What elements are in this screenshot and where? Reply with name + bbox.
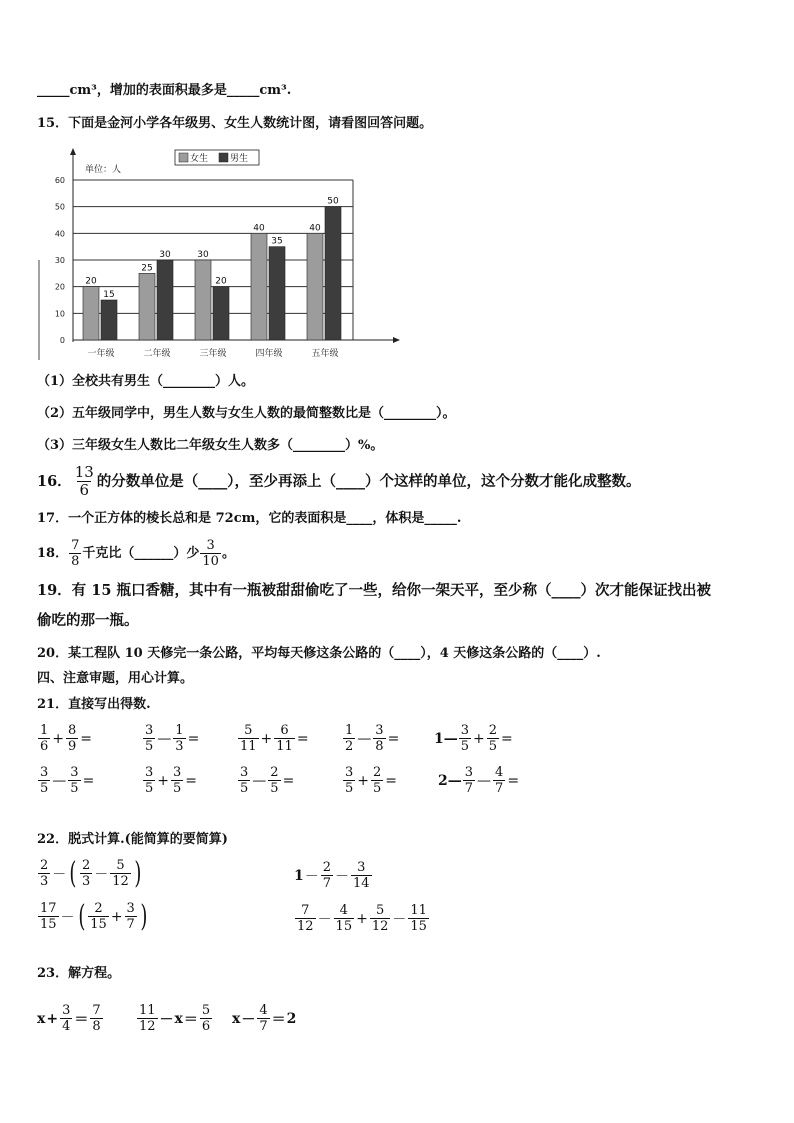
x-tick-label: 一年级	[87, 349, 115, 359]
q14-text: ，增加的表面积最多是	[96, 83, 227, 98]
numerator: 2	[94, 901, 103, 916]
q18-d2: 10	[202, 554, 219, 569]
chart-legend	[175, 150, 259, 165]
fraction	[343, 723, 355, 754]
operator: －	[317, 911, 332, 928]
whole-part: 1—	[434, 730, 458, 747]
bar	[269, 247, 285, 340]
left-paren: (	[69, 855, 77, 891]
fraction	[143, 723, 155, 754]
denominator: 11	[240, 739, 257, 754]
denominator: 7	[322, 876, 332, 891]
denominator: 5	[173, 781, 182, 796]
fraction	[493, 765, 505, 796]
q18-line	[37, 538, 235, 569]
operator: —	[157, 730, 172, 747]
bar	[195, 260, 211, 340]
denominator: 5	[40, 781, 49, 796]
fraction	[238, 723, 259, 754]
q22-expression	[37, 898, 150, 934]
q18-mid: 千克比（______）少	[82, 545, 200, 561]
numerator: 4	[259, 1003, 268, 1018]
denominator: 3	[175, 739, 184, 754]
numerator: 3	[126, 901, 135, 916]
fraction	[38, 765, 50, 796]
y-tick-label: 60	[54, 176, 65, 185]
y-tick-label: 10	[54, 309, 65, 319]
y-tick-label: 40	[54, 229, 65, 239]
numerator: 11	[410, 903, 427, 918]
y-tick-label: 30	[54, 256, 65, 265]
numerator: 3	[460, 723, 470, 738]
equals-sign: ＝	[183, 1011, 198, 1028]
fraction	[125, 901, 137, 932]
equals-sign: =	[385, 772, 398, 789]
denominator: 12	[371, 919, 389, 934]
legend-swatch	[179, 153, 188, 162]
denominator: 11	[276, 739, 293, 754]
q14-unit1: cm³	[69, 83, 97, 98]
numerator: 3	[40, 765, 49, 780]
operator: －	[335, 868, 350, 885]
q21-expression	[434, 723, 514, 754]
bar	[213, 287, 229, 340]
equals-sign: =	[82, 772, 95, 789]
fraction	[38, 723, 50, 754]
x-axis-arrow	[393, 337, 400, 343]
denominator: 8	[92, 1019, 101, 1034]
fraction	[66, 723, 78, 754]
denominator: 7	[495, 781, 504, 796]
q15-title: 15．下面是金河小学各年级男、女生人数统计图，请看图回答问题。	[37, 116, 433, 131]
q14-end: .	[286, 83, 292, 98]
q15-sub2: （2）五年级同学中，男生人数与女生人数的最简整数比是（________）。	[37, 406, 456, 421]
q21-expression	[37, 765, 95, 796]
unit-label: 单位：人	[85, 165, 122, 175]
q14-blank2[interactable]: _____	[226, 83, 260, 98]
right-paren: )	[140, 898, 148, 934]
q16-numerator: 13	[74, 463, 94, 481]
equals-sign: =	[296, 730, 309, 747]
numerator: 3	[62, 1003, 71, 1018]
numerator: 3	[240, 765, 249, 780]
fraction	[173, 723, 185, 754]
fraction	[274, 723, 295, 754]
q14-blank1[interactable]: _____	[37, 83, 70, 98]
fraction	[268, 765, 280, 796]
q21-expression	[438, 765, 520, 796]
numerator: 3	[464, 765, 474, 780]
numerator: 5	[201, 1003, 211, 1018]
q18-n1: 7	[71, 538, 80, 553]
operator: +	[356, 910, 368, 927]
legend-label: 男生	[230, 154, 249, 164]
operator: —	[357, 730, 372, 747]
q22-expression	[37, 855, 144, 891]
fraction	[90, 1003, 102, 1034]
data-label: 30	[159, 250, 171, 260]
equals-sign: ＝	[271, 1011, 286, 1028]
fraction	[80, 858, 92, 889]
fraction	[373, 723, 385, 754]
numerator: 2	[488, 723, 498, 738]
data-label: 30	[197, 250, 209, 260]
fraction	[370, 903, 391, 934]
operator: －	[241, 1011, 256, 1028]
operator: －	[159, 1011, 174, 1028]
numerator: 11	[139, 1003, 156, 1018]
operator: +	[110, 908, 123, 925]
equals-sign: =	[507, 772, 520, 789]
denominator: 8	[375, 739, 384, 754]
fraction	[257, 1003, 269, 1034]
numerator: 2	[40, 858, 49, 873]
q16-fraction	[73, 464, 96, 499]
numerator: 1	[175, 723, 184, 738]
fraction	[68, 765, 80, 796]
denominator: 3	[40, 874, 49, 889]
fraction	[408, 903, 429, 934]
operator: －	[304, 868, 319, 885]
q14-tail-line	[37, 82, 291, 100]
denominator: 12	[112, 874, 129, 889]
denominator: 5	[345, 781, 354, 796]
numerator: 5	[116, 858, 125, 873]
fraction	[38, 858, 50, 889]
numerator: 1	[345, 723, 354, 738]
operator: +	[473, 730, 485, 747]
denominator: 7	[259, 1019, 268, 1034]
q18-d1: 8	[71, 554, 80, 569]
denominator: 5	[488, 739, 498, 754]
denominator: 12	[297, 919, 314, 934]
x-tick-label: 五年级	[311, 349, 339, 359]
operator: －	[392, 911, 407, 928]
numerator: 2	[82, 858, 91, 873]
denominator: 2	[345, 739, 354, 754]
fraction	[171, 765, 183, 796]
q23-equation	[136, 1003, 213, 1034]
denominator: 3	[82, 874, 91, 889]
operator: +	[357, 772, 370, 789]
operator: —	[477, 772, 492, 789]
data-label: 40	[253, 223, 265, 234]
fraction	[60, 1003, 72, 1034]
data-label: 50	[327, 196, 339, 207]
numerator: 4	[495, 765, 504, 780]
bar-chart	[37, 145, 407, 363]
operator: —	[252, 772, 267, 789]
fraction	[371, 765, 383, 796]
variable: x	[232, 1010, 241, 1027]
operator: +	[52, 730, 65, 747]
q18-n2: 3	[206, 538, 215, 553]
numerator: 8	[68, 723, 77, 738]
q17-line: 17．一个正方体的棱长总和是 72cm，它的表面积是____，体积是_____.	[37, 511, 462, 526]
chart-bars	[83, 207, 341, 340]
denominator: 5	[70, 781, 79, 796]
q15-sub3: （3）三年级女生人数比二年级女生人数多（________）%。	[37, 438, 384, 453]
numerator: 3	[357, 860, 366, 875]
numerator: 3	[375, 723, 384, 738]
q22-title: 22．脱式计算.(能简算的要简算)	[37, 832, 228, 847]
denominator: 12	[139, 1019, 156, 1034]
whole-part: 1	[294, 867, 304, 884]
fraction	[238, 765, 250, 796]
y-tick-label: 0	[59, 336, 65, 345]
numerator: 3	[345, 765, 354, 780]
y-tick-label: 20	[54, 282, 65, 292]
q16-denominator: 6	[79, 481, 89, 499]
legend-swatch	[219, 153, 228, 162]
q22-expression	[294, 903, 430, 934]
numerator: 7	[92, 1003, 101, 1018]
numerator: 1	[40, 723, 49, 738]
operator: +	[46, 1010, 59, 1027]
q21-expression	[342, 723, 400, 754]
fraction	[200, 1003, 212, 1034]
fraction	[38, 901, 59, 932]
numerator: 7	[301, 903, 310, 918]
q21-expression	[237, 765, 295, 796]
denominator: 15	[335, 919, 353, 934]
numerator: 2	[373, 765, 382, 780]
q21-expression	[142, 765, 198, 796]
fraction	[459, 723, 471, 754]
operator: －	[52, 866, 67, 883]
section-four-heading: 四、注意审题，用心计算。	[37, 671, 194, 686]
numerator: 4	[339, 903, 348, 918]
operator: —	[52, 772, 67, 789]
numerator: 3	[70, 765, 79, 780]
numerator: 17	[40, 901, 57, 916]
data-label: 20	[85, 276, 97, 287]
bar	[157, 260, 173, 340]
bar	[251, 233, 267, 340]
denominator: 5	[145, 739, 154, 754]
q14-unit2: cm³	[259, 83, 287, 98]
q23-equation	[232, 1003, 296, 1034]
fraction	[334, 903, 355, 934]
x-tick-label: 三年级	[199, 349, 227, 359]
denominator: 15	[90, 917, 107, 932]
q16-text: 的分数单位是（____），至少再添上（____）个这样的单位，这个分数才能化成整数。	[96, 472, 641, 490]
denominator: 5	[373, 781, 382, 796]
x-tick-label: 二年级	[143, 349, 171, 359]
q23-title: 23．解方程。	[37, 966, 121, 981]
denominator: 5	[145, 781, 154, 796]
q16-number: 16．	[37, 472, 72, 490]
equals-sign: =	[187, 730, 200, 747]
variable: x	[174, 1010, 183, 1027]
whole-part: 2—	[438, 772, 462, 789]
legend-label: 女生	[190, 154, 209, 164]
fraction	[137, 1003, 158, 1034]
data-label: 35	[271, 236, 283, 247]
right-paren: )	[134, 855, 142, 891]
numerator: 2	[270, 765, 279, 780]
bar	[101, 300, 117, 340]
q18-number: 18．	[37, 545, 69, 561]
denominator: 5	[270, 781, 279, 796]
operator: +	[260, 730, 273, 747]
denominator: 7	[126, 917, 135, 932]
q19-line1: 19．有 15 瓶口香糖，其中有一瓶被甜甜偷吃了一些，给你一架天平，至少称（____）次才能保证找出被	[37, 582, 711, 599]
denominator: 14	[353, 876, 370, 891]
q21-expression	[237, 723, 310, 754]
numerator: 6	[280, 723, 289, 738]
data-label: 25	[141, 263, 153, 274]
bar	[139, 273, 155, 340]
data-label: 40	[309, 223, 321, 234]
numerator: 3	[173, 765, 182, 780]
operator: +	[157, 772, 170, 789]
bar	[307, 233, 323, 340]
denominator: 7	[464, 781, 474, 796]
q21-expression	[342, 765, 398, 796]
left-paren: (	[77, 898, 85, 934]
q18-fraction2	[200, 538, 221, 569]
q18-fraction1	[69, 538, 81, 569]
equals-sign: =	[501, 730, 513, 747]
fraction	[351, 860, 372, 891]
variable: x	[37, 1010, 46, 1027]
equals-sign: =	[80, 730, 93, 747]
operator: －	[94, 866, 109, 883]
data-label: 15	[103, 290, 115, 300]
q19-line2: 偷吃的那一瓶。	[37, 612, 139, 629]
y-axis-arrow	[70, 148, 76, 155]
equals-sign: =	[282, 772, 295, 789]
q15-sub1: （1）全校共有男生（________）人。	[37, 374, 255, 389]
denominator: 5	[240, 781, 249, 796]
denominator: 15	[40, 917, 57, 932]
numerator: 5	[244, 723, 253, 738]
result: 2	[286, 1010, 297, 1027]
fraction	[110, 858, 131, 889]
numerator: 5	[375, 903, 385, 918]
q18-end: 。	[221, 545, 235, 561]
y-tick-label: 50	[54, 202, 65, 212]
fraction	[487, 723, 499, 754]
q20-line: 20．某工程队 10 天修完一条公路，平均每天修这条公路的（____），4 天修这条公路的（____）.	[37, 646, 601, 661]
denominator: 15	[410, 919, 427, 934]
data-label: 20	[215, 276, 227, 287]
q22-expression	[294, 860, 373, 891]
denominator: 6	[40, 739, 49, 754]
q23-equation	[37, 1003, 104, 1034]
fraction	[343, 765, 355, 796]
fraction	[295, 903, 316, 934]
fraction	[143, 765, 155, 796]
numerator: 2	[322, 860, 332, 875]
equals-sign: ＝	[74, 1011, 89, 1028]
denominator: 4	[62, 1019, 71, 1034]
fraction	[321, 860, 333, 891]
bar	[83, 287, 99, 340]
q16-line	[37, 464, 641, 499]
numerator: 3	[145, 765, 154, 780]
q21-expression	[37, 723, 93, 754]
q21-title: 21．直接写出得数.	[37, 697, 151, 712]
fraction	[88, 901, 109, 932]
denominator: 5	[460, 739, 470, 754]
x-tick-label: 四年级	[255, 349, 283, 359]
q21-expression	[142, 723, 200, 754]
bar	[325, 207, 341, 340]
numerator: 3	[145, 723, 154, 738]
equals-sign: =	[185, 772, 198, 789]
operator: －	[60, 909, 75, 926]
denominator: 6	[201, 1019, 211, 1034]
fraction	[463, 765, 475, 796]
equals-sign: =	[387, 730, 400, 747]
denominator: 9	[68, 739, 77, 754]
